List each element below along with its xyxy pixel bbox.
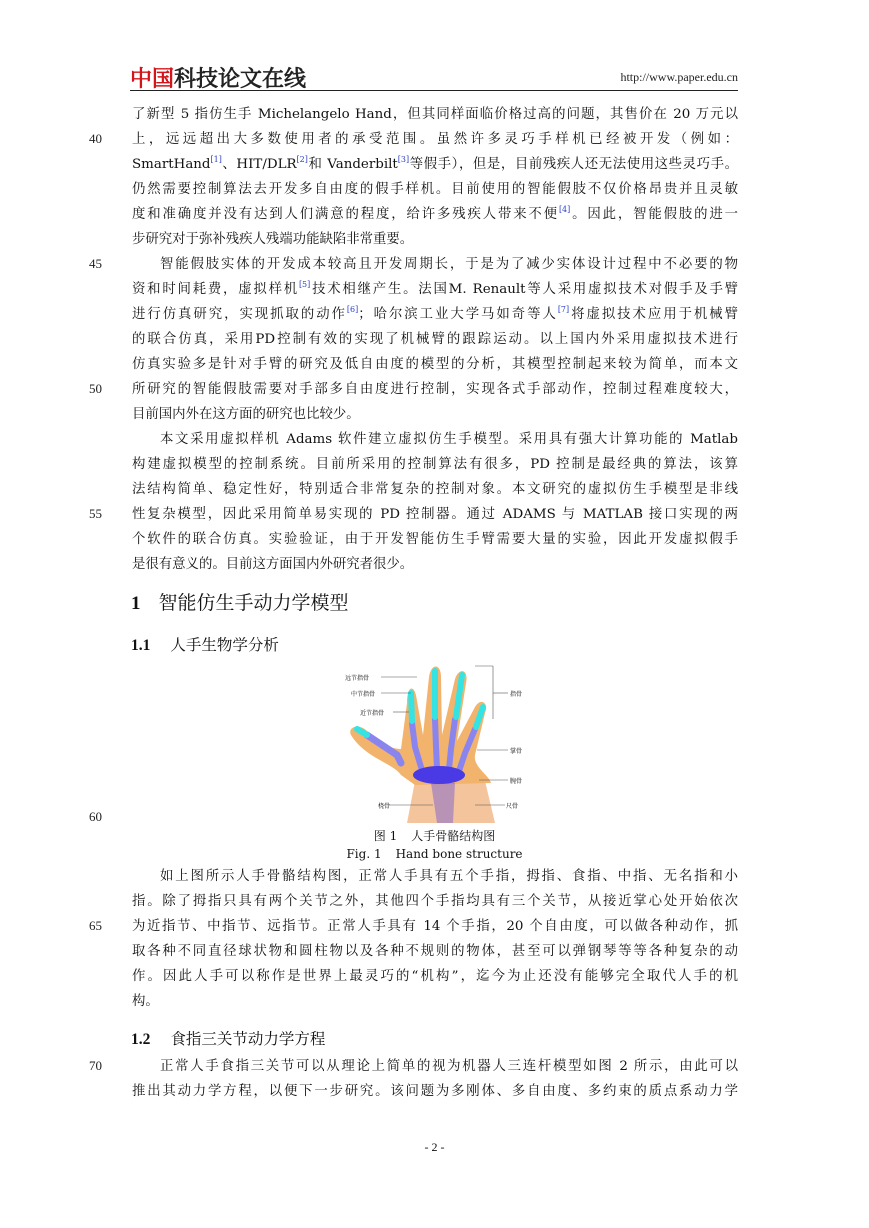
subsection-number: 1.2 xyxy=(131,1031,151,1048)
caption-en-number: Fig. 1 xyxy=(346,847,382,861)
line-number: 65 xyxy=(89,918,102,933)
text-line xyxy=(132,205,738,225)
text-run: 等假手），但是，目前残疾人还无法使用这些灵巧手。 xyxy=(409,157,738,172)
text-line: 智能假肢实体的开发成本较高且开发周期长，于是为了减少实体设计过程中不必要的物 xyxy=(160,257,738,272)
caption-cn-text: 人手骨骼结构图 xyxy=(411,829,496,843)
carpal-bones xyxy=(413,766,465,784)
text-line: 了新型 5 指仿生手 Michelangelo Hand，但其同样面临价格过高的问题，其售价在 20 万元以 xyxy=(132,107,738,122)
section-title: 智能仿生手动力学模型 xyxy=(158,592,349,614)
text-run: 度和准确度并没有达到人们满意的程度，给许多残疾人带来不便 xyxy=(132,207,559,222)
citation-link[interactable]: [6] xyxy=(346,305,359,314)
text-line: 法结构简单、稳定性好，特别适合非常复杂的控制对象。本文研究的虚拟仿生手模型是非线 xyxy=(132,482,738,497)
text-line: 仿真实验多是针对手臂的研究及低自由度的模型的分析，其模型控制起来较为简单，而本文 xyxy=(132,357,738,372)
subsection-title: 食指三关节动力学方程 xyxy=(170,1030,326,1048)
section-number: 1 xyxy=(131,593,141,614)
label-distal: 远节指骨 xyxy=(345,675,370,682)
subsection-heading xyxy=(131,1027,325,1049)
text-run: SmartHand xyxy=(132,157,211,172)
caption-en-text: Hand bone structure xyxy=(395,847,523,861)
subsection-number: 1.1 xyxy=(131,637,151,654)
text-line: 指。除了拇指只具有两个关节之外，其他四个手指均具有三个关节，从接近掌心处开始依次 xyxy=(132,894,738,909)
citation-link[interactable]: [4] xyxy=(558,205,571,214)
logo-red-text: 中国 xyxy=(130,67,175,92)
text-line: 性复杂模型，因此采用简单易实现的 PD 控制器。通过 ADAMS 与 MATLAB 接口实现的两 xyxy=(132,507,738,522)
line-number: 50 xyxy=(89,381,102,396)
text-line: 所研究的智能假肢需要对手部多自由度进行控制，实现各式手部动作，控制过程难度较大， xyxy=(132,382,738,397)
text-line xyxy=(132,155,738,175)
text-run: 资和时间耗费，虚拟样机 xyxy=(132,282,299,297)
text-line: 仍然需要控制算法去开发多自由度的假手样机。目前使用的智能假肢不仅价格昂贵并且灵敏 xyxy=(132,182,738,197)
page-header xyxy=(130,60,738,91)
figure-caption-cn xyxy=(0,827,869,844)
line-number: 70 xyxy=(89,1058,102,1073)
line-number: 40 xyxy=(89,131,102,146)
text-run: 将虚拟技术应用于机械臂 xyxy=(569,307,738,322)
citation-link[interactable]: [1] xyxy=(210,155,222,164)
text-line xyxy=(132,305,738,325)
text-run: 。因此，智能假肢的进一 xyxy=(570,207,738,222)
caption-cn-number: 图 1 xyxy=(373,829,398,843)
citation-link[interactable]: [3] xyxy=(397,155,410,164)
text-run: 进行仿真研究，实现抓取的动作 xyxy=(132,307,347,322)
text-line: 作。因此人手可以称作是世界上最灵巧的“机构”，迄今为止还没有能够完全取代人手的机 xyxy=(132,969,738,984)
label-phalanges: 指骨 xyxy=(510,691,523,698)
line-number: 60 xyxy=(89,809,102,824)
label-ulna: 尺骨 xyxy=(506,803,519,810)
text-line: 个软件的联合仿真。实验验证，由于开发智能仿生手臂需要大量的实验，因此开发虚拟假手 xyxy=(132,532,738,547)
text-line: 构。 xyxy=(132,994,159,1009)
text-run: 和 Vanderbilt xyxy=(307,157,398,172)
label-metacarpal: 掌骨 xyxy=(510,748,523,755)
index-tip xyxy=(411,693,412,721)
line-number: 45 xyxy=(89,256,102,271)
text-line: 的联合仿真，采用PD控制有效的实现了机械臂的跟踪运动。以上国内外采用虚拟技术进行 xyxy=(132,332,738,347)
text-line: 目前国内外在这方面的研究也比较少。 xyxy=(132,407,360,422)
citation-link[interactable]: [7] xyxy=(557,305,570,314)
text-line: 构建虚拟模型的控制系统。目前所采用的控制算法有很多，PD 控制是最经典的算法，该算 xyxy=(132,457,738,472)
figure-caption-en xyxy=(0,847,869,861)
text-line: 上，远远超出大多数使用者的承受范围。虽然许多灵巧手样机已经被开发（例如： xyxy=(132,132,738,147)
header-url[interactable]: http://www.paper.edu.cn xyxy=(620,70,738,84)
text-line: 推出其动力学方程，以便下一步研究。该问题为多刚体、多自由度、多约束的质点系动力学 xyxy=(132,1084,738,1099)
label-proximal: 近节指骨 xyxy=(360,710,385,717)
text-line: 正常人手食指三关节可以从理论上简单的视为机器人三连杆模型如图 2 所示，由此可以 xyxy=(160,1059,738,1074)
label-carpal: 腕骨 xyxy=(510,778,523,785)
text-run: 技术相继产生。法国M. Renault等人采用虚拟技术对假手及手臂 xyxy=(310,282,738,297)
section-heading xyxy=(131,588,349,615)
label-middle: 中节指骨 xyxy=(351,691,376,698)
subsection-title: 人手生物学分析 xyxy=(170,636,279,654)
text-line: 是很有意义的。目前这方面国内外研究者很少。 xyxy=(132,557,414,572)
label-radius: 桡骨 xyxy=(378,803,391,810)
text-line: 如上图所示人手骨骼结构图，正常人手具有五个手指，拇指、食指、中指、无名指和小 xyxy=(160,869,738,884)
text-run: ；哈尔滨工业大学马如奇等人 xyxy=(358,307,558,322)
text-run: 、HIT/DLR xyxy=(221,157,297,172)
text-line xyxy=(132,280,738,300)
journal-logo xyxy=(130,62,306,93)
citation-link[interactable]: [2] xyxy=(296,155,308,164)
text-line: 本文采用虚拟样机 Adams 软件建立虚拟仿生手模型。采用具有强大计算功能的 Matlab xyxy=(160,432,738,447)
subsection-heading xyxy=(131,633,279,655)
text-line: 取各种不同直径球状物和圆柱物以及各种不规则的物体，甚至可以弹钢琴等等各种复杂的动 xyxy=(132,944,738,959)
text-line: 步研究对于弥补残疾人残端功能缺陷非常重要。 xyxy=(132,232,414,247)
line-number: 55 xyxy=(89,506,102,521)
citation-link[interactable]: [5] xyxy=(298,280,311,289)
text-line: 为近指节、中指节、远指节。正常人手具有 14 个手指，20 个自由度，可以做各种动作，抓 xyxy=(132,919,738,934)
middle-bone xyxy=(435,719,437,769)
page-number: - 2 - xyxy=(424,1140,445,1154)
logo-dark-text: 科技论文在线 xyxy=(174,67,307,92)
hand-bone-figure xyxy=(345,663,526,823)
